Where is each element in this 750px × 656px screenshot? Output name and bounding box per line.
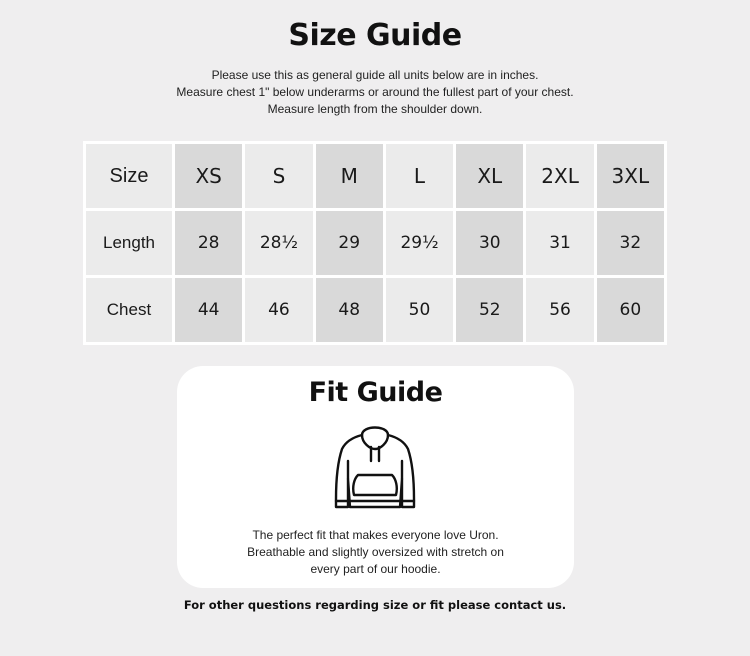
- size-header-s: S: [245, 144, 312, 208]
- hoodie-icon: [332, 421, 418, 513]
- length-cell: 28: [175, 211, 242, 275]
- chest-cell: 60: [597, 278, 664, 342]
- size-header-2xl: 2XL: [526, 144, 593, 208]
- chest-cell: 48: [316, 278, 383, 342]
- chest-row-label: Chest: [86, 278, 172, 342]
- length-cell: 29: [316, 211, 383, 275]
- size-header-m: M: [316, 144, 383, 208]
- length-cell: 31: [526, 211, 593, 275]
- size-guide-intro: [0, 67, 750, 118]
- fit-guide-card: [177, 366, 574, 588]
- size-header-label: Size: [86, 144, 172, 208]
- intro-line: Measure length from the shoulder down.: [267, 102, 483, 116]
- chest-cell: 52: [456, 278, 523, 342]
- fit-guide-description: [177, 527, 574, 578]
- length-cell: 28½: [245, 211, 312, 275]
- size-header-xl: XL: [456, 144, 523, 208]
- intro-line: Please use this as general guide all units below are in inches.: [211, 68, 539, 82]
- fit-guide-title: Fit Guide: [308, 377, 443, 408]
- fit-desc-line: The perfect fit that makes everyone love Uron.: [252, 528, 499, 542]
- chest-cell: 56: [526, 278, 593, 342]
- length-row-label: Length: [86, 211, 172, 275]
- size-header-3xl: 3XL: [597, 144, 664, 208]
- chest-cell: 46: [245, 278, 312, 342]
- intro-line: Measure chest 1" below underarms or around the fullest part of your chest.: [176, 85, 574, 99]
- fit-desc-line: Breathable and slightly oversized with stretch on: [247, 545, 504, 559]
- length-cell: 32: [597, 211, 664, 275]
- size-header-l: L: [386, 144, 453, 208]
- page-title: Size Guide: [288, 18, 462, 53]
- contact-note: For other questions regarding size or fit please contact us.: [183, 598, 567, 612]
- fit-desc-line: every part of our hoodie.: [310, 562, 441, 576]
- chest-cell: 44: [175, 278, 242, 342]
- length-cell: 29½: [386, 211, 453, 275]
- length-cell: 30: [456, 211, 523, 275]
- size-header-xs: XS: [175, 144, 242, 208]
- chest-cell: 50: [386, 278, 453, 342]
- size-table: [83, 141, 667, 345]
